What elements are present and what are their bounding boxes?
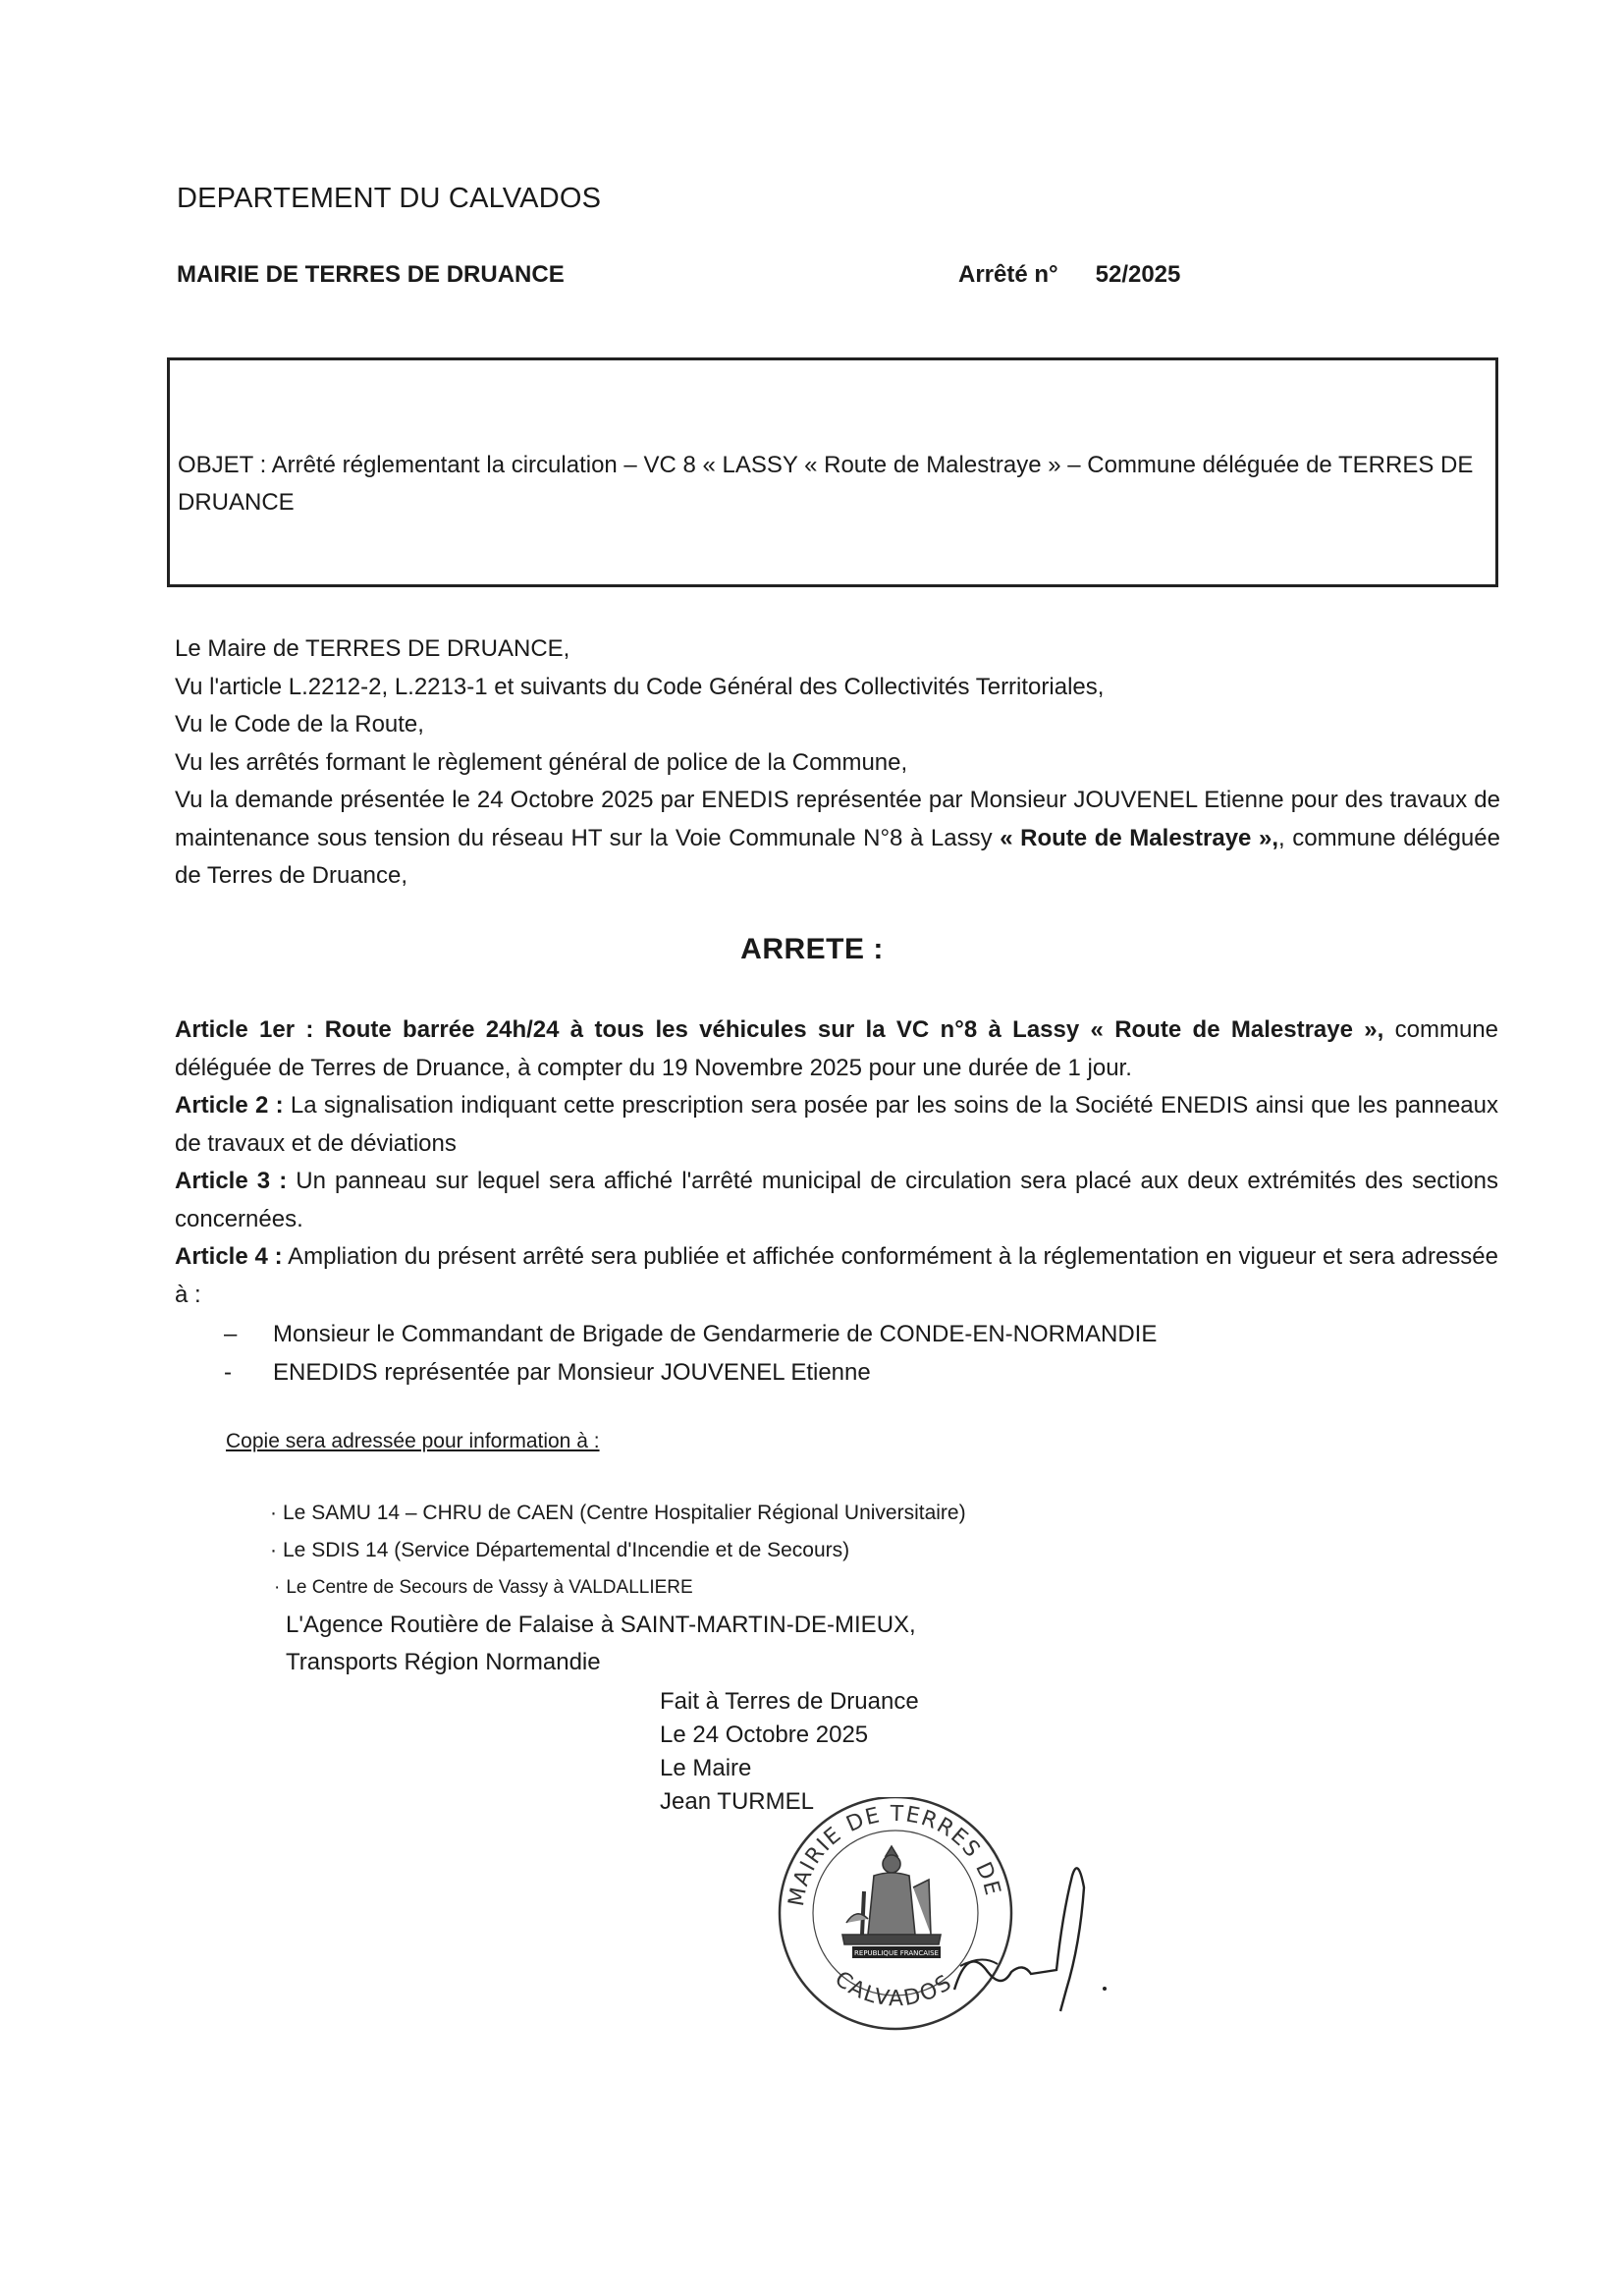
recipient-list (224, 1316, 1157, 1392)
article-1-text: commune déléguée de Terres de Druance, à compter du 19 Novembre 2025 pour une durée de 1 jour. (175, 1016, 1499, 1081)
list-item: Transports Région Normandie (286, 1649, 601, 1675)
preamble (175, 630, 1500, 896)
article-2-text: La signalisation indiquant cette prescription sera posée par les soins de la Société ENEDIS ainsi que les panneaux de travaux et de déviations (175, 1092, 1499, 1157)
signature-name: Jean TURMEL (660, 1788, 814, 1815)
preamble-line: Vu le Code de la Route, (175, 711, 424, 738)
department-heading: DEPARTEMENT DU CALVADOS (177, 183, 602, 214)
arrete-number: 52/2025 (1095, 261, 1181, 288)
objet-text: OBJET : Arrêté réglementant la circulation – VC 8 « LASSY « Route de Malestraye » – Commune déléguée de TERRES DE DRUANCE (178, 452, 1474, 516)
signature-dot-icon (1103, 1987, 1107, 1991)
seal-bottom-text: CALVADOS (830, 1966, 958, 2012)
list-item (270, 1495, 966, 1532)
seal-top-text: MAIRIE DE TERRES DE (784, 1801, 1005, 1909)
objet-box (167, 357, 1498, 587)
signature-date: Le 24 Octobre 2025 (660, 1722, 869, 1748)
recipient-text: ENEDIDS représentée par Monsieur JOUVENEL Etienne (273, 1358, 871, 1386)
article-4-label: Article 4 : (175, 1243, 283, 1270)
article-2 (175, 1087, 1498, 1163)
bullet-icon: · (270, 1539, 277, 1561)
list-item (270, 1532, 966, 1569)
copie-item: Le SDIS 14 (Service Départemental d'Incendie et de Secours) (283, 1539, 850, 1561)
copie-title: Copie sera adressée pour information à : (226, 1430, 600, 1452)
signature-place: Fait à Terres de Druance (660, 1688, 919, 1715)
mairie-seal (766, 1797, 1119, 2057)
article-3-text: Un panneau sur lequel sera affiché l'arrêté municipal de circulation sera placé aux deux extrémités des sections concernées. (175, 1168, 1499, 1232)
mairie-heading: MAIRIE DE TERRES DE DRUANCE (177, 261, 565, 288)
bullet-icon: · (274, 1577, 281, 1598)
article-3 (175, 1163, 1498, 1238)
copie-item: Le Centre de Secours de Vassy à VALDALLIERE (286, 1577, 693, 1598)
copie-list (270, 1495, 966, 1681)
signature-title: Le Maire (660, 1755, 752, 1781)
article-1 (175, 1011, 1498, 1087)
preamble-line: Vu les arrêtés formant le règlement général de police de la Commune, (175, 748, 908, 776)
article-3-label: Article 3 : (175, 1168, 288, 1194)
dash-icon: - (224, 1358, 232, 1386)
article-4-text: Ampliation du présent arrêté sera publiée et affichée conformément à la réglementation en vigueur et sera adressée à : (175, 1243, 1499, 1308)
preamble-line: Vu l'article L.2212-2, L.2213-1 et suivants du Code Général des Collectivités Territoriales, (175, 673, 1105, 700)
demande-text: Vu la demande présentée le 24 Octobre 2025 par ENEDIS représentée par Monsieur JOUVENEL Etienne pour des travaux de maintenance sous tension du réseau HT sur la Voie Communale N°8 à Lassy (175, 787, 1500, 851)
list-item: L'Agence Routière de Falaise à SAINT-MARTIN-DE-MIEUX, (286, 1612, 916, 1638)
preamble-line: Le Maire de TERRES DE DRUANCE, (175, 635, 570, 662)
article-1-label: Article 1er : (175, 1016, 314, 1043)
article-1-bold: Route barrée 24h/24 à tous les véhicules sur la VC n°8 à Lassy « Route de Malestraye », (313, 1016, 1384, 1043)
arrete-title: ARRETE : (740, 933, 884, 965)
demande-bold-route: « Route de Malestraye », (1000, 824, 1278, 851)
recipient-text: Monsieur le Commandant de Brigade de Gendarmerie de CONDE-EN-NORMANDIE (273, 1321, 1158, 1347)
seal-stamp-icon (766, 1797, 1119, 2052)
marianne-figure-icon (842, 1846, 941, 1944)
arrete-number-label: Arrêté n° (958, 261, 1058, 288)
articles (175, 1011, 1498, 1314)
demande-text-end: , commune déléguée de Terres de Druance, (175, 824, 1500, 889)
seal-banner-text: REPUBLIQUE FRANCAISE (854, 1949, 939, 1957)
article-4 (175, 1238, 1498, 1314)
list-item (270, 1569, 966, 1607)
list-item (224, 1316, 1157, 1354)
demande-paragraph (175, 782, 1500, 896)
article-2-label: Article 2 : (175, 1092, 284, 1119)
arrete-number-line (958, 261, 1180, 289)
bullet-icon: · (270, 1502, 277, 1524)
list-item (224, 1354, 1157, 1393)
copie-item: Le SAMU 14 – CHRU de CAEN (Centre Hospitalier Régional Universitaire) (283, 1502, 966, 1524)
dash-icon: – (224, 1321, 238, 1347)
